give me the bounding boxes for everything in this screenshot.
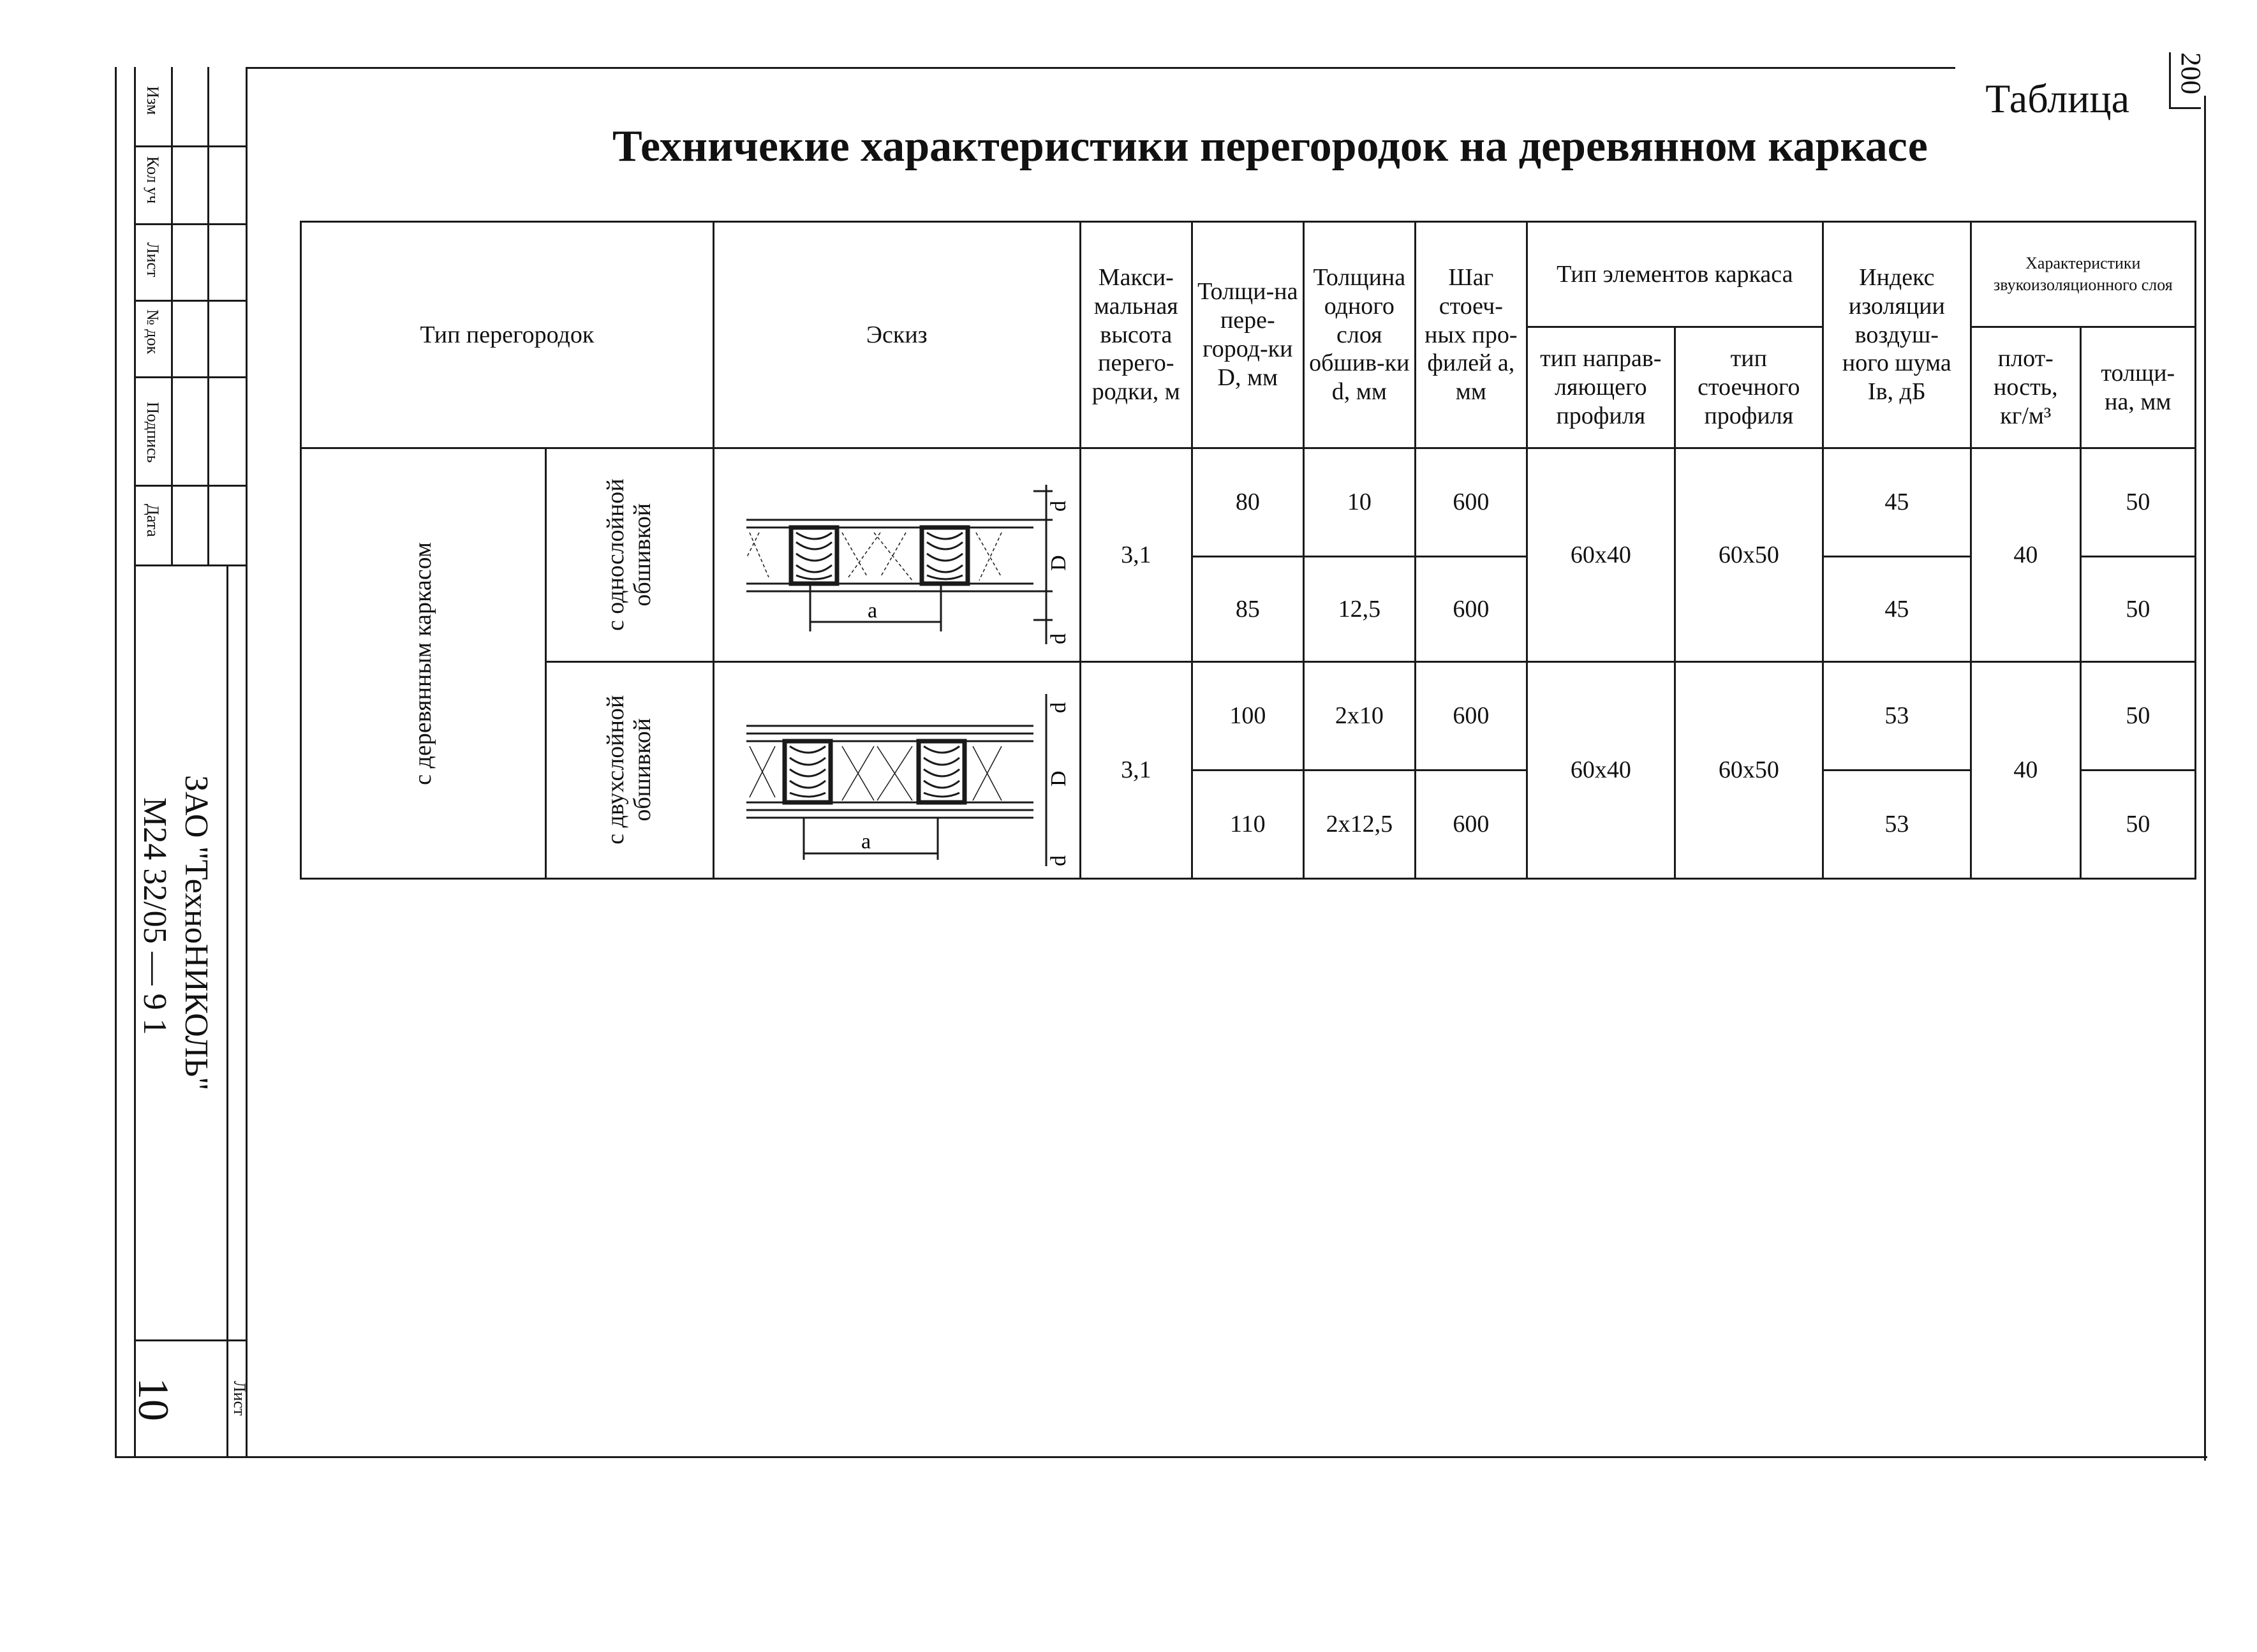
characteristics-table <box>300 221 2196 880</box>
density-2: 40 <box>1971 662 2080 879</box>
header-density: плот-ность, кг/м³ <box>1971 327 2080 448</box>
group-label-cell <box>301 448 546 879</box>
step-1-1: 600 <box>1415 448 1527 557</box>
index-2-1: 53 <box>1823 662 1971 771</box>
D-2-1: 100 <box>1192 662 1303 771</box>
stud-1: 60х50 <box>1675 448 1823 662</box>
frame-left-line <box>115 67 117 1457</box>
stamp-list: Лист <box>144 242 162 277</box>
header-sketch: Эскиз <box>713 222 1080 448</box>
header-type: Тип перегородок <box>301 222 714 448</box>
d-2-1: 2х10 <box>1303 662 1415 771</box>
D-2-2: 110 <box>1192 771 1303 879</box>
thick-2-1: 50 <box>2080 662 2195 771</box>
double-layer-sketch <box>714 668 1072 873</box>
D-1-1: 80 <box>1192 448 1303 557</box>
stamp-kol-uch: Кол уч <box>144 156 162 204</box>
thick-1-2: 50 <box>2080 557 2195 662</box>
step-2-2: 600 <box>1415 771 1527 879</box>
header-max-height: Макси-мальная высота перего-родки, м <box>1080 222 1192 448</box>
sketch2-label-D: D <box>1046 770 1070 786</box>
sketch-cell <box>713 448 1080 662</box>
density-1: 40 <box>1971 448 2080 662</box>
header-stud-profile: тип стоечного профиля <box>1675 327 1823 448</box>
stud-2: 60х50 <box>1675 662 1823 879</box>
stamp-code: М24 32/05 — 9 1 <box>137 797 173 1035</box>
sketch2-label-d-top: d <box>1046 702 1070 713</box>
sketch2-label-a: а <box>861 829 871 853</box>
header-layer-thick: толщи-на, мм <box>2080 327 2195 448</box>
d-1-1: 10 <box>1303 448 1415 557</box>
subtype-cell <box>545 448 713 662</box>
d-2-2: 2х12,5 <box>1303 771 1415 879</box>
sketch2-label-d-bottom: d <box>1046 855 1070 866</box>
sketch-label-D: D <box>1046 555 1070 571</box>
sketch-label-d-top: d <box>1046 501 1070 512</box>
index-2-2: 53 <box>1823 771 1971 879</box>
stamp-company: ЗАО "ТехноНИКОЛЬ" <box>178 775 214 1091</box>
page-title: Техничекие характеристики перегородок на деревянном каркасе <box>612 122 1928 171</box>
D-1-2: 85 <box>1192 557 1303 662</box>
single-layer-sketch <box>714 453 1072 657</box>
frame-right-line <box>2204 96 2206 1461</box>
header-sound-layer: Характеристики звукоизоляционного слоя <box>1971 222 2195 327</box>
guide-2: 60х40 <box>1527 662 1675 879</box>
stamp-izm: Изм <box>144 86 162 115</box>
header-thickness: Толщи-на пере-город-ки D, мм <box>1192 222 1303 448</box>
header-layer-thickness: Толщина одного слоя обшив-ки d, мм <box>1303 222 1415 448</box>
thick-2-2: 50 <box>2080 771 2195 879</box>
index-1-1: 45 <box>1823 448 1971 557</box>
table-caption: Таблица <box>1985 76 2129 121</box>
stamp-list-number: 10 <box>130 1378 178 1421</box>
sketch-label-a: а <box>867 599 877 623</box>
sketch-cell-2 <box>713 662 1080 879</box>
header-step: Шаг стоеч-ных про-филей а, мм <box>1415 222 1527 448</box>
header-frame-elements: Тип элементов каркаса <box>1527 222 1823 327</box>
frame-bottom-line <box>115 1456 2207 1458</box>
stamp-n-dok: № док <box>144 309 162 355</box>
max-height-1: 3,1 <box>1080 448 1192 662</box>
step-1-2: 600 <box>1415 557 1527 662</box>
stamp-podpis: Подпись <box>144 402 162 463</box>
stamp-list-label: Лист <box>230 1381 249 1416</box>
thick-1-1: 50 <box>2080 448 2195 557</box>
sketch-label-d-bottom: d <box>1046 633 1070 644</box>
guide-1: 60х40 <box>1527 448 1675 662</box>
step-2-1: 600 <box>1415 662 1527 771</box>
subtype-label: с однослойной обшивкой <box>602 478 656 631</box>
group-label: с деревянным каркасом <box>409 542 436 785</box>
index-1-2: 45 <box>1823 557 1971 662</box>
max-height-2: 3,1 <box>1080 662 1192 879</box>
subtype-label-2: с двухслойной обшивкой <box>602 695 656 845</box>
d-1-2: 12,5 <box>1303 557 1415 662</box>
subtype-cell-2 <box>545 662 713 879</box>
header-guide-profile: тип направ-ляющего профиля <box>1527 327 1675 448</box>
page-number: 200 <box>2175 52 2207 94</box>
frame-top-line <box>246 67 1955 69</box>
header-sound-index: Индекс изоляции воздуш-ного шума Iв, дБ <box>1823 222 1971 448</box>
stamp-data: Дата <box>144 504 162 537</box>
